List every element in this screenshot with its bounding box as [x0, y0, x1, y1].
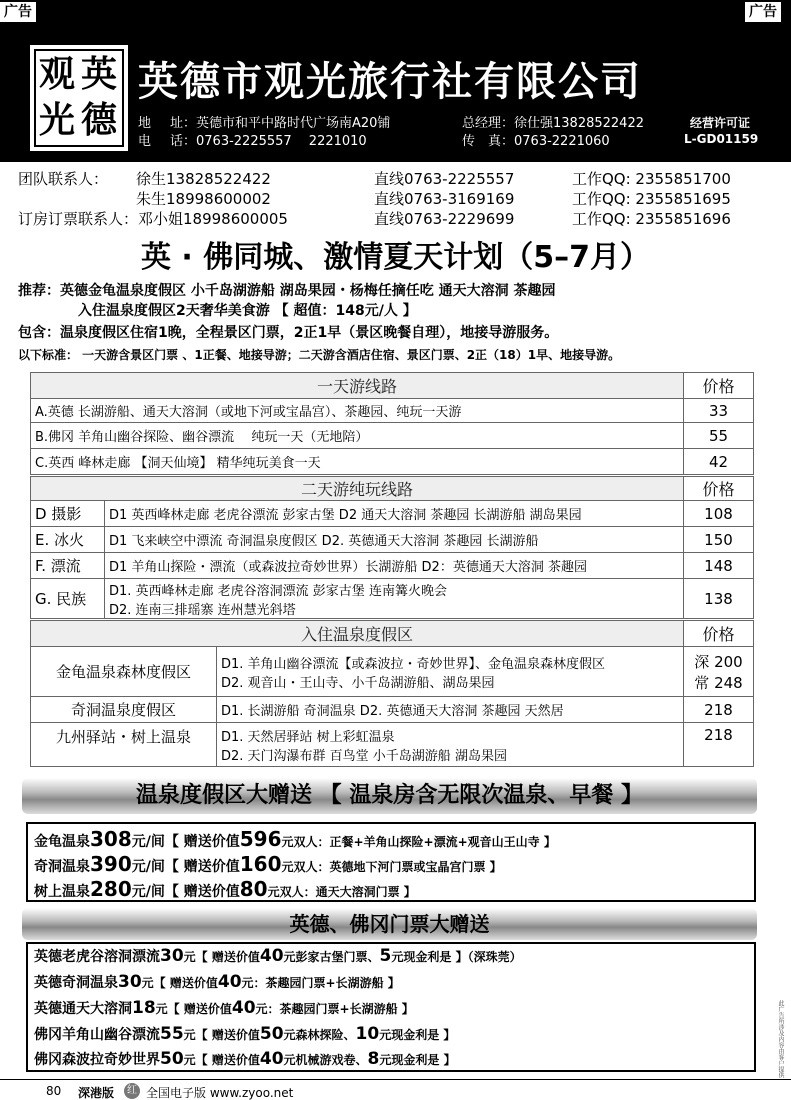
hotspring-gift-banner: 温泉度假区大赠送 【 温泉房含无限次温泉、早餐 】	[22, 778, 757, 814]
page-number: 80	[46, 1084, 62, 1098]
gift-price: 50	[160, 1049, 184, 1069]
gift-value: 80	[239, 877, 268, 901]
two-day-title: 二天游纯玩线路	[31, 477, 684, 501]
company-name: 英德市观光旅行社有限公司	[138, 58, 642, 105]
gift-item	[34, 972, 400, 992]
gift-detail-2: 元现金利是 】	[379, 1028, 456, 1042]
resort-name: 奇洞温泉度假区	[31, 697, 217, 723]
route-price: 42	[684, 449, 754, 475]
hotspring-price-header: 价格	[684, 621, 754, 647]
two-day-table	[30, 476, 754, 619]
contact-name-2: 朱生18998600002	[136, 190, 271, 208]
route-code: G. 民族	[31, 579, 105, 619]
route-desc: D1 英西峰林走廊 老虎谷漂流 彭家古堡 D2 通天大溶洞 茶趣园 长湖游船 湖岛果园	[105, 501, 684, 527]
website-link[interactable]: 全国电子版 www.zyoo.net	[146, 1086, 294, 1100]
footer-divider	[0, 1079, 791, 1080]
gift-text: 元/间【 赠送价值	[131, 859, 240, 875]
ticket-gift-box	[26, 942, 756, 1072]
gift-detail: 元：茶趣园门票+长湖游船 】	[255, 1002, 414, 1016]
gift-value: 40	[217, 972, 242, 992]
route-desc: A.英德 长湖游船、通天大溶洞（或地下河或宝晶宫）、茶趣园、纯玩一天游	[31, 399, 684, 423]
resort-price	[684, 647, 754, 697]
route-price: 150	[684, 527, 754, 553]
table-row	[31, 579, 754, 619]
logo-char-3: 德	[81, 99, 118, 141]
logo-char-2: 光	[39, 99, 76, 141]
gift-price: 308	[90, 827, 132, 851]
ad-tag-left: 广告	[0, 2, 36, 22]
route-code: E. 冰火	[31, 527, 105, 553]
price-shenzhen: 深 200	[694, 652, 743, 671]
contact-line-3: 直线0763-2229699	[374, 210, 515, 228]
route-desc-line: D1. 羊角山幽谷漂流【或森波拉・奇妙世界】、金龟温泉森林度假区	[221, 656, 606, 672]
address-label: 地	[138, 116, 152, 131]
route-desc-line: D2. 天门沟瀑布群 百鸟堂 小千岛湖游船 湖岛果园	[221, 748, 507, 764]
edition-badge-icon: 红	[124, 1083, 140, 1099]
route-price: 55	[684, 423, 754, 449]
edition: 深港版	[78, 1086, 115, 1100]
table-row	[31, 723, 754, 767]
gift-name: 奇洞温泉	[34, 859, 90, 875]
gift-detail: 元彭家古堡门票、	[283, 950, 380, 964]
gift-name: 英德老虎谷溶洞漂流	[34, 949, 160, 965]
gift-text: 元【 赠送价值	[141, 976, 218, 990]
route-code: D 摄影	[31, 501, 105, 527]
gift-price: 30	[160, 946, 184, 966]
gift-item	[34, 827, 556, 851]
gift-price: 18	[132, 998, 156, 1018]
route-desc-line: D1. 长湖游船 奇洞温泉 D2. 英德通天大溶洞 茶趣园 天然居	[217, 697, 684, 723]
gift-item	[34, 1024, 455, 1044]
resort-route	[217, 723, 684, 767]
resort-name: 九州驿站・树上温泉	[31, 723, 217, 767]
recommend-line-1: 推荐：英德金龟温泉度假区 小千岛湖游船 湖岛果园・杨梅任摘任吃 通天大溶洞 茶趣园	[18, 283, 556, 299]
company-header	[0, 0, 791, 162]
route-desc-line: D1. 天然居驿站 树上彩虹温泉	[221, 729, 395, 745]
gift-detail: 元机械游戏卷、	[283, 1053, 368, 1067]
table-row	[31, 501, 754, 527]
gift-text: 元【 赠送价值	[183, 1028, 260, 1042]
gift-item	[34, 1049, 456, 1069]
phone: 话：0763-2225557 2221010	[170, 134, 367, 149]
fax: 传 真：0763-2221060	[462, 134, 610, 149]
contact-line-1: 直线0763-2225557	[374, 170, 515, 188]
resort-route	[217, 647, 684, 697]
recommend-line-2: 入住温泉度假区2天奢华美食游 【 超值：148元/人 】	[78, 303, 417, 319]
gift-value: 40	[259, 1049, 284, 1069]
table-row	[31, 423, 754, 449]
resort-price: 218	[684, 723, 754, 767]
gift-value: 40	[231, 998, 256, 1018]
gift-detail: 元双人：通天大溶洞门票 】	[267, 885, 416, 899]
hotspring-table	[30, 620, 754, 767]
table-row	[31, 553, 754, 579]
gift-cash: 8	[367, 1049, 380, 1069]
hotspring-title: 入住温泉度假区	[31, 621, 684, 647]
contact-qq-3: 工作QQ: 2355851696	[572, 210, 731, 228]
gift-item	[34, 946, 522, 966]
license-number: L-GD01159	[684, 132, 759, 146]
gift-price: 55	[160, 1024, 184, 1044]
route-price: 108	[684, 501, 754, 527]
gift-value: 40	[259, 946, 284, 966]
logo-char-0: 观	[39, 53, 76, 95]
route-desc: B.佛冈 羊角山幽谷探险、幽谷漂流 纯玩一天（无地陪）	[31, 423, 684, 449]
gift-price: 30	[118, 972, 142, 992]
route-code: F. 漂流	[31, 553, 105, 579]
gift-text: 元/间【 赠送价值	[131, 884, 240, 900]
route-desc-line: D1. 英西峰林走廊 老虎谷溶洞漂流 彭家古堡 连南篝火晚会	[109, 583, 447, 599]
gift-item	[34, 998, 414, 1018]
table-row	[31, 697, 754, 723]
contact-name-1: 徐生13828522422	[136, 170, 271, 188]
gift-name: 佛冈羊角山幽谷漂流	[34, 1027, 160, 1043]
hotspring-gift-box	[26, 822, 756, 902]
headline: 英 · 佛同城、激情夏天计划（5–7月）	[140, 240, 651, 275]
resort-price: 218	[684, 697, 754, 723]
table-row	[31, 449, 754, 475]
gift-item	[34, 877, 416, 901]
one-day-table	[30, 372, 754, 475]
gift-text: 元【 赠送价值	[183, 1053, 260, 1067]
gift-value: 160	[239, 852, 282, 876]
phone-label: 电	[138, 134, 152, 149]
gift-price: 280	[90, 877, 132, 901]
gift-detail: 元双人：正餐+羊角山探险+漂流+观音山王山寺 】	[281, 835, 556, 849]
gift-name: 树上温泉	[34, 884, 90, 900]
contact-qq-2: 工作QQ: 2355851695	[572, 190, 731, 208]
price-regular: 常 248	[694, 673, 743, 692]
standard-line: 以下标准： 一天游含景区门票 、1正餐、地接导游；二天游含酒店住宿、景区门票、2正（18）1早、地接导游。	[18, 348, 621, 362]
gift-item	[34, 852, 502, 876]
gift-text: 元【 赠送价值	[183, 950, 260, 964]
gift-value: 50	[259, 1024, 284, 1044]
gift-value: 596	[239, 827, 282, 851]
route-desc: D1 飞来峡空中漂流 奇洞温泉度假区 D2. 英德通天大溶洞 茶趣园 长湖游船	[105, 527, 684, 553]
gift-text: 元/间【 赠送价值	[131, 834, 240, 850]
two-day-price-header: 价格	[684, 477, 754, 501]
route-desc: C.英西 峰林走廊 【洞天仙境】 精华纯玩美食一天	[31, 449, 684, 475]
route-price: 138	[684, 579, 754, 619]
gift-name: 英德奇洞温泉	[34, 975, 118, 991]
table-row	[31, 399, 754, 423]
gift-name: 金龟温泉	[34, 834, 90, 850]
gift-cash: 10	[355, 1024, 380, 1044]
contact-line-2: 直线0763-3169169	[374, 190, 515, 208]
table-row	[31, 527, 754, 553]
gift-price: 390	[90, 852, 132, 876]
contact-name-3: 订房订票联系人：邓小姐18998600005	[18, 210, 288, 228]
gift-detail: 元：茶趣园门票+长湖游船 】	[241, 976, 400, 990]
logo-seal	[30, 45, 128, 151]
one-day-price-header: 价格	[684, 373, 754, 399]
gift-detail: 元森林探险、	[283, 1028, 356, 1042]
gift-text: 元【 赠送价值	[155, 1002, 232, 1016]
gift-cash: 5	[379, 946, 392, 966]
route-desc	[105, 579, 684, 619]
contact-qq-1: 工作QQ: 2355851700	[572, 170, 731, 188]
gift-name: 佛冈森波拉奇妙世界	[34, 1052, 160, 1068]
ad-tag-right: 广告	[745, 2, 781, 22]
route-price: 148	[684, 553, 754, 579]
gift-name: 英德通天大溶洞	[34, 1001, 132, 1017]
address: 址：英德市和平中路时代广场南A20铺	[170, 116, 391, 131]
route-price: 33	[684, 399, 754, 423]
route-desc-line: D2. 连南三排瑶寨 连州慧光斜塔	[109, 602, 296, 618]
gift-detail-2: 元现金利是 】	[379, 1053, 456, 1067]
general-manager: 总经理：徐仕强13828522422	[462, 116, 644, 131]
group-contact-label: 团队联系人：	[18, 170, 109, 188]
route-desc: D1 羊角山探险・漂流（或森波拉奇妙世界）长湖游船 D2：英德通天大溶洞 茶趣园	[105, 553, 684, 579]
table-row	[31, 647, 754, 697]
include-line: 包含：温泉度假区住宿1晚，全程景区门票，2正1早（景区晚餐自理），地接导游服务。	[18, 325, 559, 341]
gift-detail-2: 元现金利是 】（深珠莞）	[391, 950, 522, 964]
ticket-gift-banner: 英德、佛冈门票大赠送	[22, 908, 757, 940]
logo-char-1: 英	[81, 53, 118, 95]
side-note: 此广告所涉及内容由客户提供	[777, 1000, 784, 1078]
one-day-title: 一天游线路	[31, 373, 684, 399]
route-desc-line: D2. 观音山・王山寺、小千岛湖游船、湖岛果园	[221, 675, 495, 691]
gift-detail: 元双人：英德地下河门票或宝晶宫门票 】	[281, 860, 502, 874]
resort-name: 金龟温泉森林度假区	[31, 647, 217, 697]
license-label: 经营许可证	[690, 116, 751, 130]
